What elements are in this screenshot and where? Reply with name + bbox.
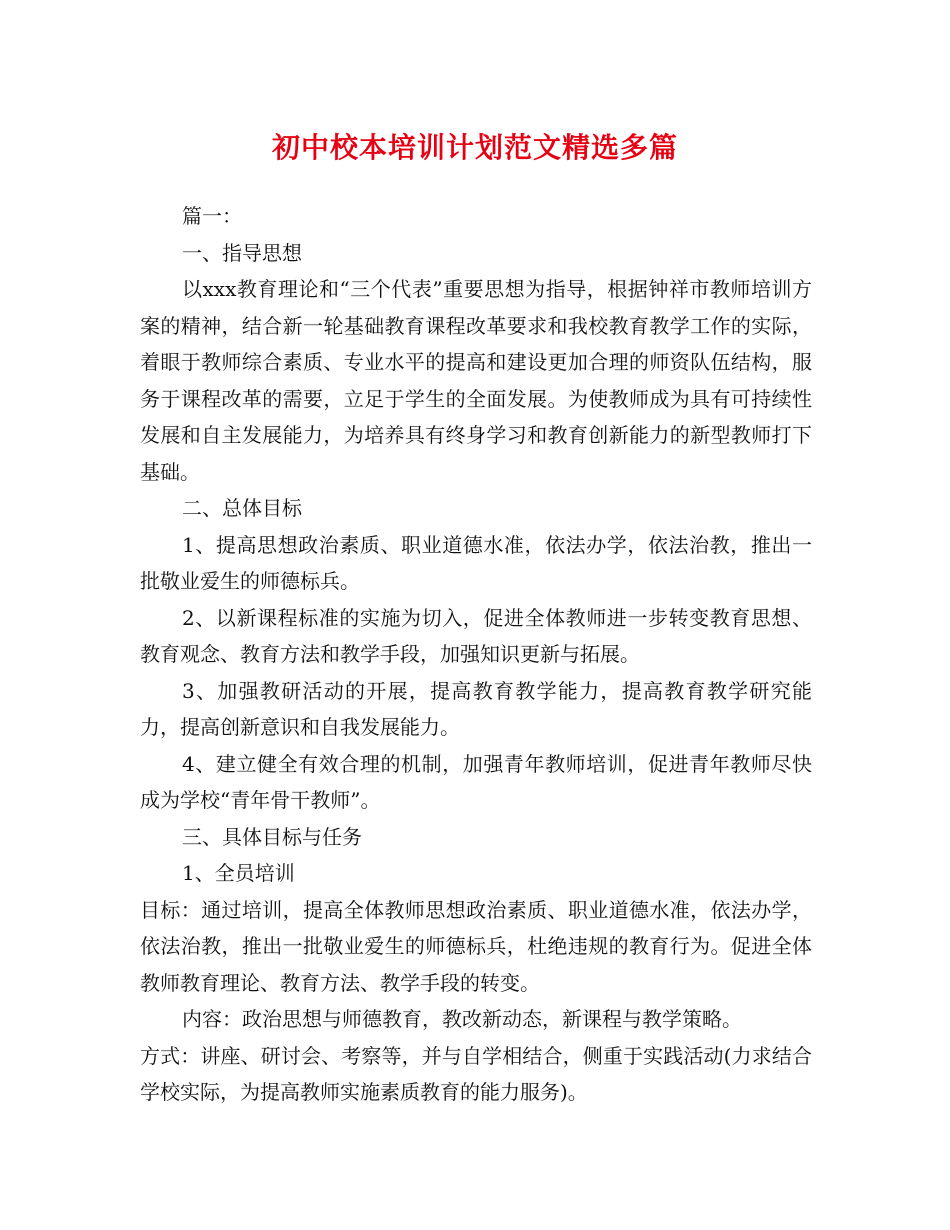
document-title: 初中校本培训计划范文精选多篇 (271, 131, 678, 164)
list-item: 4、建立健全有效合理的机制，加强青年教师培训，促进青年教师尽快成为学校“青年骨干教师”。 (140, 751, 812, 812)
paragraph: 方式：讲座、研讨会、考察等，并与自学相结合，侧重于实践活动(力求结合学校实际，为提高教师实施素质教育的能力服务)。 (140, 1043, 812, 1104)
document-body (140, 198, 812, 1111)
section-heading: 三、具体目标与任务 (182, 824, 362, 849)
list-item: 3、加强教研活动的开展，提高教育教学能力，提高教育教学研究能力，提高创新意识和自我发展能力。 (140, 678, 812, 739)
subsection-heading: 1、全员培训 (182, 861, 295, 885)
paragraph: 目标：通过培训，提高全体教师思想政治素质、职业道德水准，依法办学，依法治教，推出一批敬业爱生的师德标兵，杜绝违规的教育行为。促进全体教师教育理论、教育方法、教学手段的转变。 (140, 897, 812, 995)
paragraph-chapter-label: 篇一： (182, 204, 242, 228)
section-heading: 二、总体目标 (182, 496, 302, 520)
paragraph: 以xxx教育理论和“三个代表”重要思想为指导，根据钟祥市教师培训方案的精神，结合新一轮基础教育课程改革要求和我校教育教学工作的实际，着眼于教师综合素质、专业水平的提高和建设更加合理的师资队伍结构，服务于课程改革的需要，立足于学生的全面发展。为使教师成为具有可持续性发展和自主发展能力，为培养具有终身学习和教育创新能力的新型教师打下基础。 (140, 277, 812, 484)
paragraph: 内容：政治思想与师德教育，教改新动态，新课程与教学策略。 (182, 1007, 742, 1031)
section-heading: 一、指导思想 (182, 240, 302, 265)
list-item: 2、以新课程标准的实施为切入，促进全体教师进一步转变教育思想、教育观念、教育方法和教学手段，加强知识更新与拓展。 (140, 605, 812, 666)
list-item: 1、提高思想政治素质、职业道德水准，依法办学，依法治教，推出一批敬业爱生的师德标兵。 (140, 532, 812, 593)
